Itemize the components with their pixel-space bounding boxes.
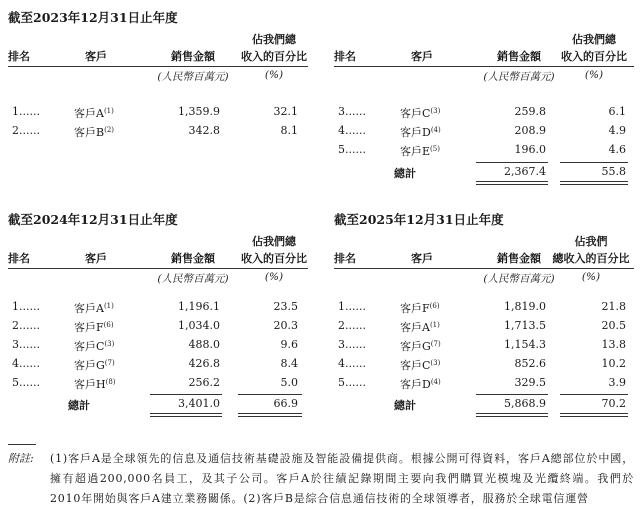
footnote-text: (1)客戶A是全球領先的信息及通信技術基礎設施及智能設備提供商。根據公開可得資料，客戶A總部位於中國，擁有超過200,000名員工，及其子公司。客戶A於往績記錄期間主要向我們購買光模塊及光纜終端。我們於2010年開始與客戶A建立業務關係。(2)客戶B是綜合信息通信技術的全球領導者，服務於全球電信運營 bbox=[50, 452, 634, 505]
row-pct: 5.0 bbox=[280, 376, 298, 389]
pct-unit-label: (%) bbox=[264, 69, 284, 81]
row-sales: 1,034.0 bbox=[178, 319, 220, 332]
total-pct: 70.2 bbox=[601, 397, 626, 410]
section-2024 bbox=[8, 210, 308, 425]
header-sales: 銷售金額 bbox=[171, 50, 215, 63]
header-rank: 排名 bbox=[334, 252, 356, 265]
row-rank: 5...... bbox=[338, 143, 366, 156]
subtotal-rule-pct bbox=[238, 394, 302, 395]
row-rank: 2...... bbox=[338, 319, 366, 332]
row-customer: 客戶$C^{(3)}$ bbox=[400, 359, 441, 372]
row-pct: 4.9 bbox=[608, 124, 626, 137]
row-sales: 342.8 bbox=[188, 124, 220, 137]
row-sales: 329.5 bbox=[514, 376, 546, 389]
section-title-2024: 截至2024年12月31日止年度 bbox=[8, 212, 178, 227]
row-pct: 8.1 bbox=[280, 124, 298, 137]
footnote bbox=[8, 449, 634, 509]
row-sales: 852.6 bbox=[514, 357, 546, 370]
header-pct-line1: 佔我們總 bbox=[252, 235, 296, 248]
total-double-rule-pct bbox=[238, 413, 302, 417]
row-pct: 3.9 bbox=[608, 376, 626, 389]
row-customer: 客戶$A^{(1)}$ bbox=[74, 107, 114, 120]
row-pct: 6.1 bbox=[608, 105, 626, 118]
unit-label: (人民幣百萬元) bbox=[483, 71, 555, 83]
row-rank: 1...... bbox=[12, 105, 40, 118]
row-rank: 5...... bbox=[12, 376, 40, 389]
total-pct: 66.9 bbox=[273, 397, 298, 410]
header-rule bbox=[8, 268, 308, 269]
row-pct: 4.6 bbox=[608, 143, 626, 156]
unit-label: (人民幣百萬元) bbox=[157, 273, 229, 285]
section-2025 bbox=[334, 210, 634, 425]
row-customer: 客戶$D^{(4)}$ bbox=[400, 126, 441, 139]
row-customer: 客戶$C^{(3)}$ bbox=[74, 340, 115, 353]
row-sales: 1,154.3 bbox=[504, 338, 546, 351]
row-rank: 1...... bbox=[12, 300, 40, 313]
header-customer: 客戶 bbox=[411, 50, 433, 63]
pct-unit-label: (%) bbox=[264, 271, 284, 283]
unit-label: (人民幣百萬元) bbox=[157, 71, 229, 83]
row-pct: 20.3 bbox=[273, 319, 298, 332]
header-sales: 銷售金額 bbox=[171, 252, 215, 265]
header-customer: 客戶 bbox=[411, 252, 433, 265]
row-rank: 3...... bbox=[12, 338, 40, 351]
total-sales: 3,401.0 bbox=[178, 397, 220, 410]
row-customer: 客戶$B^{(2)}$ bbox=[74, 126, 115, 139]
footnote-rule bbox=[8, 444, 36, 445]
row-rank: 4...... bbox=[338, 124, 366, 137]
row-rank: 4...... bbox=[12, 357, 40, 370]
row-sales: 208.9 bbox=[514, 124, 546, 137]
row-sales: 1,196.1 bbox=[178, 300, 220, 313]
row-sales: 196.0 bbox=[514, 143, 546, 156]
row-sales: 488.0 bbox=[188, 338, 220, 351]
section-2023-right bbox=[334, 8, 634, 183]
header-pct-line1: 佔我們總 bbox=[572, 33, 616, 46]
row-sales: 1,359.9 bbox=[178, 105, 220, 118]
row-customer: 客戶$H^{(8)}$ bbox=[74, 378, 116, 391]
row-rank: 1...... bbox=[338, 300, 366, 313]
row-pct: 23.5 bbox=[273, 300, 298, 313]
header-rule bbox=[334, 66, 634, 67]
header-pct-line2: 收入的百分比 bbox=[241, 252, 307, 265]
section-title-2025: 截至2025年12月31日止年度 bbox=[334, 212, 504, 227]
row-pct: 32.1 bbox=[273, 105, 298, 118]
subtotal-rule-sales bbox=[150, 394, 222, 395]
row-customer: 客戶$F^{(6)}$ bbox=[400, 302, 440, 315]
row-pct: 13.8 bbox=[601, 338, 626, 351]
header-rule bbox=[8, 66, 308, 67]
total-pct: 55.8 bbox=[601, 165, 626, 178]
total-double-rule-sales bbox=[476, 413, 548, 417]
row-sales: 259.8 bbox=[514, 105, 546, 118]
row-customer: 客戶$D^{(4)}$ bbox=[400, 378, 441, 391]
header-sales: 銷售金額 bbox=[497, 252, 541, 265]
header-rank: 排名 bbox=[334, 50, 356, 63]
subtotal-rule-pct bbox=[560, 162, 628, 163]
row-customer: 客戶$C^{(3)}$ bbox=[400, 107, 441, 120]
total-double-rule-sales bbox=[150, 413, 222, 417]
row-customer: 客戶$E^{(5)}$ bbox=[400, 145, 440, 158]
pct-unit-label: (%) bbox=[581, 271, 601, 283]
row-rank: 5...... bbox=[338, 376, 366, 389]
row-pct: 10.2 bbox=[601, 357, 626, 370]
row-customer: 客戶$G^{(7)}$ bbox=[400, 340, 441, 353]
total-double-rule-sales bbox=[476, 181, 548, 185]
footnote-label: 附註: bbox=[8, 452, 34, 465]
row-pct: 21.8 bbox=[601, 300, 626, 313]
header-rank: 排名 bbox=[8, 50, 30, 63]
total-label: 總計 bbox=[394, 399, 416, 412]
row-rank: 4...... bbox=[338, 357, 366, 370]
row-sales: 426.8 bbox=[188, 357, 220, 370]
subtotal-rule-sales bbox=[476, 394, 548, 395]
header-pct-line1: 佔我們 bbox=[574, 235, 608, 248]
header-pct-line1: 佔我們總 bbox=[252, 33, 296, 46]
header-pct-line2: 收入的百分比 bbox=[561, 50, 627, 63]
row-rank: 3...... bbox=[338, 338, 366, 351]
header-sales: 銷售金額 bbox=[497, 50, 541, 63]
header-customer: 客戶 bbox=[85, 252, 107, 265]
row-customer: 客戶$A^{(1)}$ bbox=[74, 302, 114, 315]
total-label: 總計 bbox=[68, 399, 90, 412]
header-customer: 客戶 bbox=[85, 50, 107, 63]
row-sales: 1,819.0 bbox=[504, 300, 546, 313]
total-sales: 2,367.4 bbox=[504, 165, 546, 178]
pct-unit-label: (%) bbox=[584, 69, 604, 81]
header-pct-line2: 總收入的百分比 bbox=[552, 252, 630, 265]
total-label: 總計 bbox=[394, 167, 416, 180]
row-rank: 2...... bbox=[12, 124, 40, 137]
subtotal-rule-pct bbox=[560, 394, 628, 395]
row-rank: 3...... bbox=[338, 105, 366, 118]
row-sales: 1,713.5 bbox=[504, 319, 546, 332]
header-pct-line2: 收入的百分比 bbox=[241, 50, 307, 63]
total-double-rule-pct bbox=[560, 181, 628, 185]
row-pct: 8.4 bbox=[280, 357, 298, 370]
row-customer: 客戶$A^{(1)}$ bbox=[400, 321, 440, 334]
section-title-2023: 截至2023年12月31日止年度 bbox=[8, 10, 178, 25]
total-double-rule-pct bbox=[560, 413, 628, 417]
header-rule bbox=[334, 268, 634, 269]
row-rank: 2...... bbox=[12, 319, 40, 332]
row-customer: 客戶$G^{(7)}$ bbox=[74, 359, 115, 372]
header-rank: 排名 bbox=[8, 252, 30, 265]
row-sales: 256.2 bbox=[188, 376, 220, 389]
total-sales: 5,868.9 bbox=[504, 397, 546, 410]
row-pct: 9.6 bbox=[280, 338, 298, 351]
unit-label: (人民幣百萬元) bbox=[483, 273, 555, 285]
section-2023-left bbox=[8, 8, 308, 148]
row-customer: 客戶$F^{(6)}$ bbox=[74, 321, 114, 334]
row-pct: 20.5 bbox=[601, 319, 626, 332]
subtotal-rule-sales bbox=[476, 162, 548, 163]
